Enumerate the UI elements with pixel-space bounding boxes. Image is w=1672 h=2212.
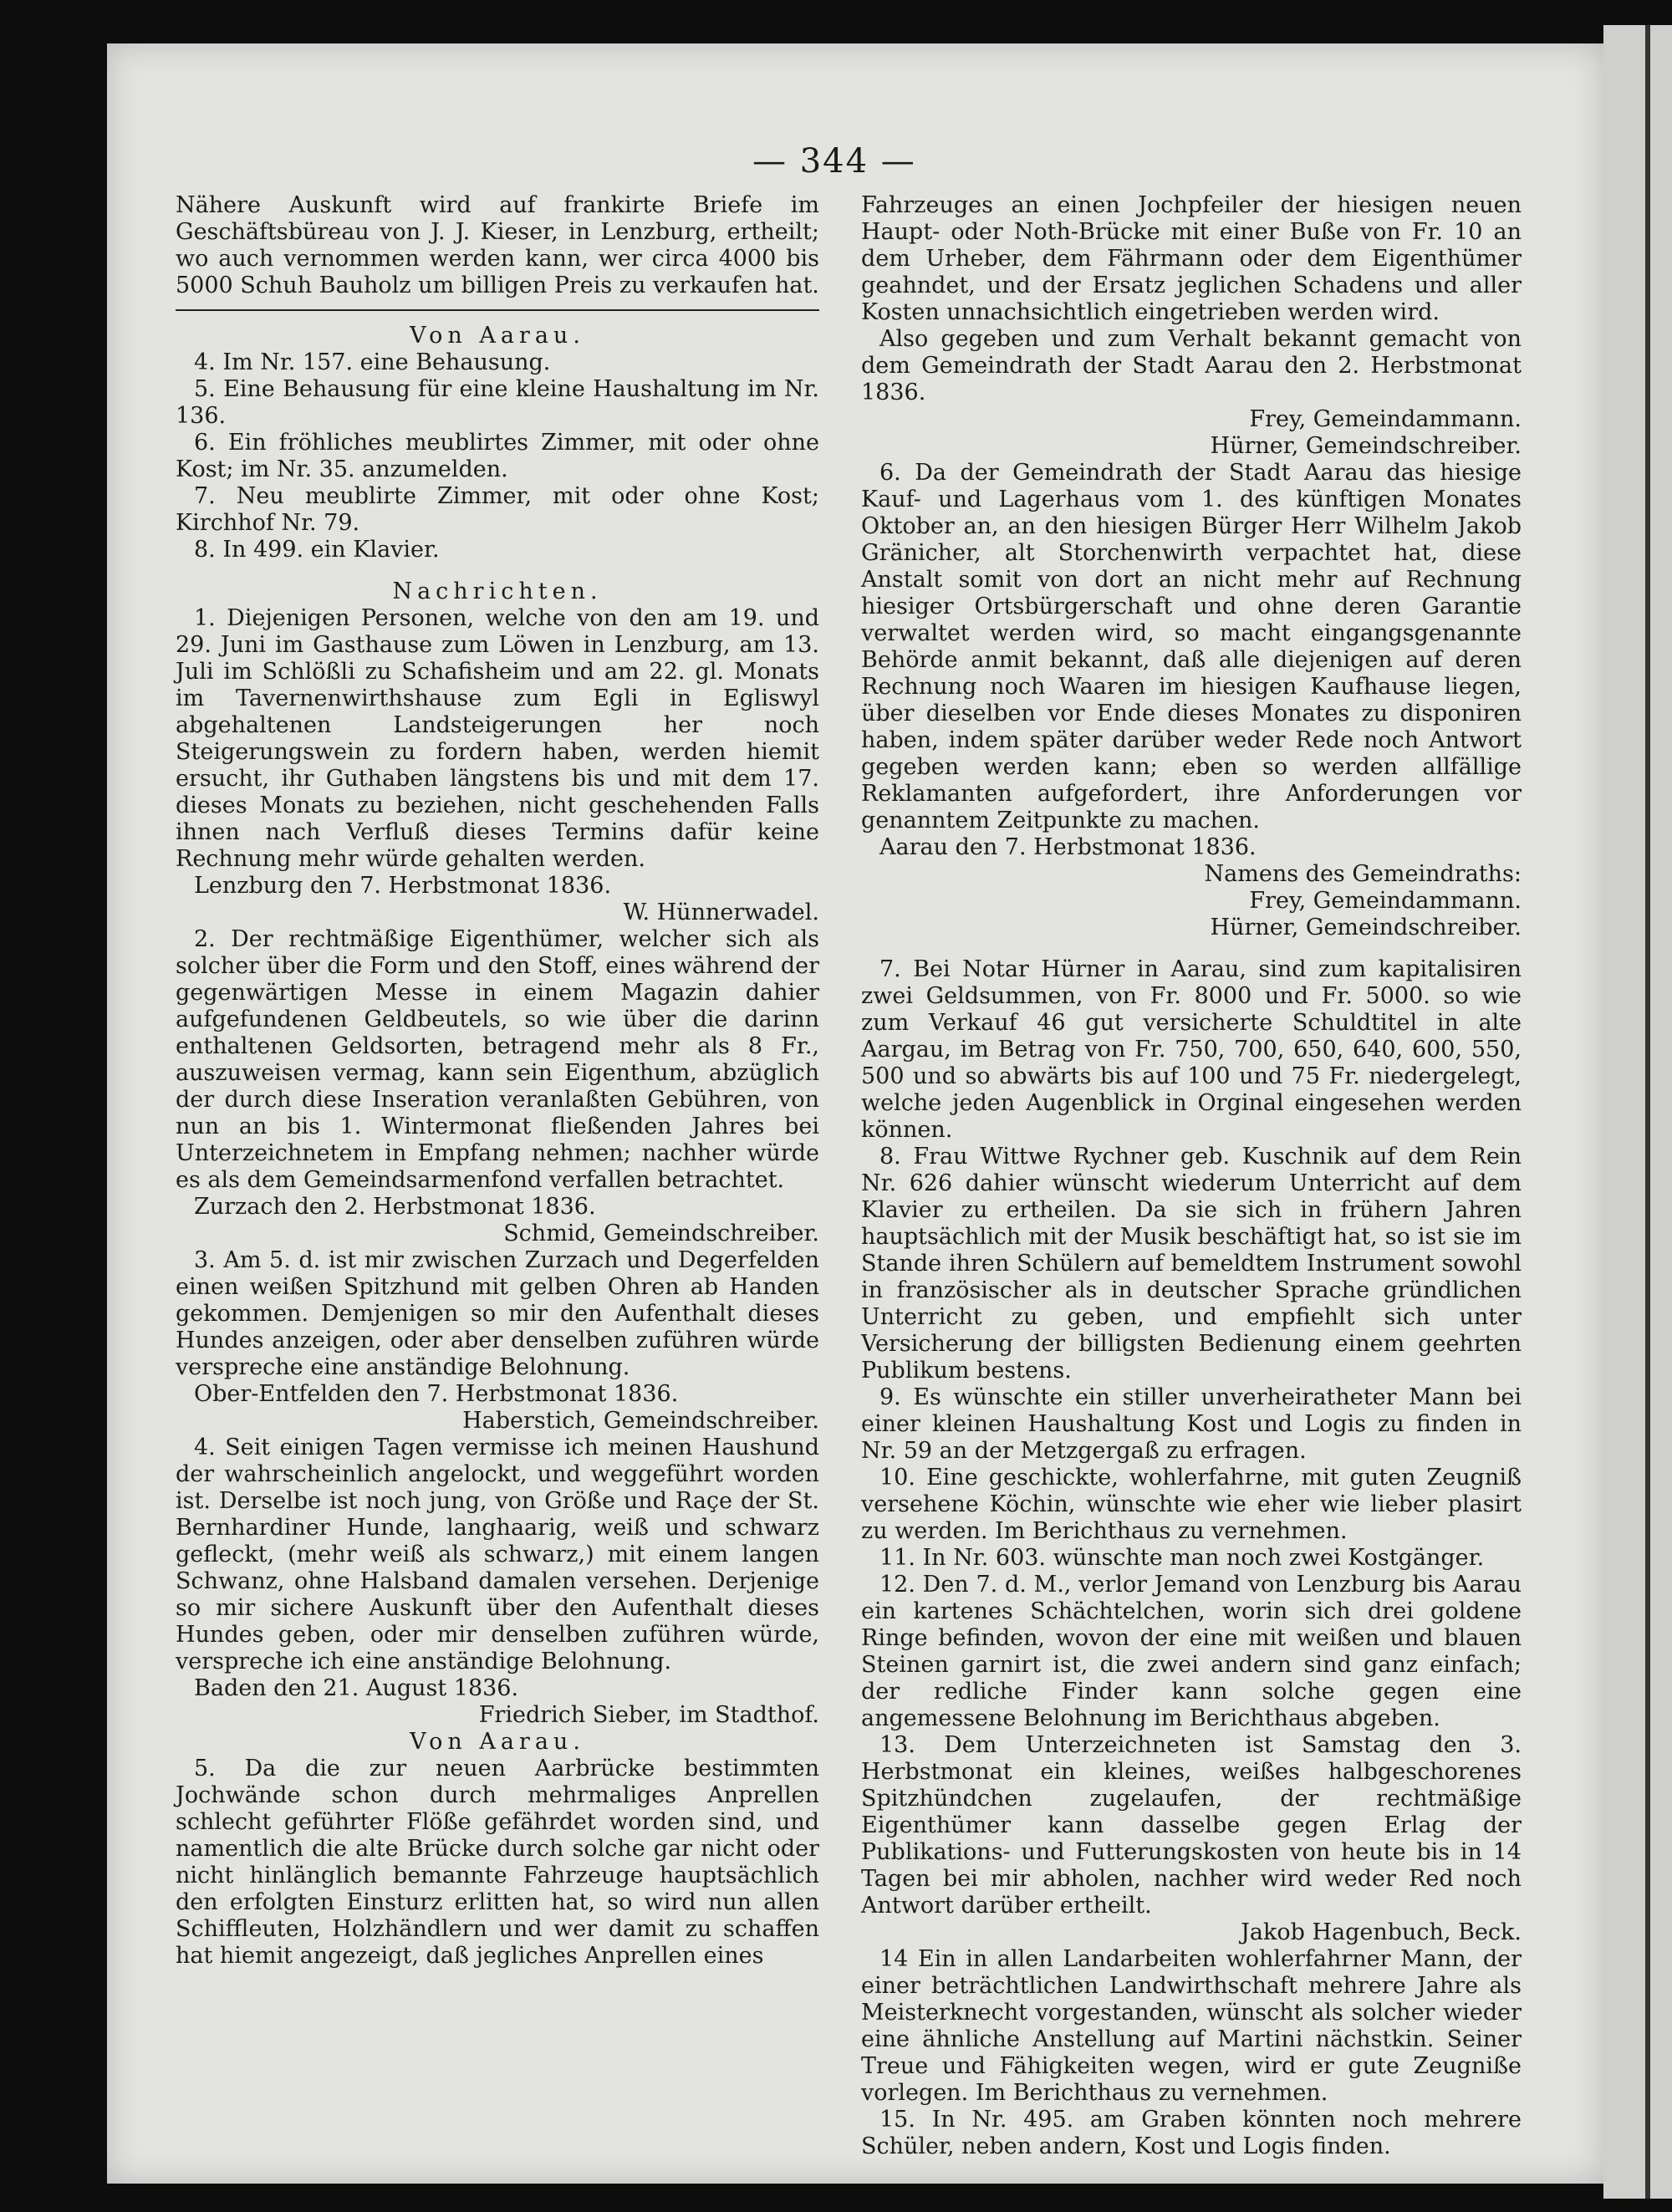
- notice-6-date: Aarau den 7. Herbstmonat 1836.: [879, 834, 1257, 860]
- notice-2-date: Zurzach den 2. Herbstmonat 1836.: [194, 1194, 596, 1220]
- notice-4-date: Baden den 21. August 1836.: [194, 1675, 519, 1701]
- notice-13-signature: Jakob Hagenbuch, Beck.: [1241, 1919, 1522, 1945]
- notice-15-text: 15. In Nr. 495. am Graben könnten noch mehrere Schüler, neben andern, Kost und Logis finden.: [861, 2107, 1522, 2159]
- list-item: 7. Neu meublirte Zimmer, mit oder ohne Kost; Kirchhof Nr. 79.: [176, 483, 819, 536]
- notice-2-signature: Schmid, Gemeindschreiber.: [503, 1221, 819, 1246]
- page-number: — 344 —: [752, 142, 916, 181]
- notice-6-text: 6. Da der Gemeindrath der Stadt Aarau das hiesige Kauf- und Lagerhaus vom 1. des künftigen Monates Oktober an, an den hiesigen Bürger Herr Wilhelm Jakob Gränicher, alt Storchenwirth verpachtet hat, diese Anstalt somit von dort an nicht mehr auf Rechnung hiesiger Ortsbürgerschaft und ohne deren Garantie verwaltet werden wird, so macht eingangsgenannte Behörde anmit bekannt, daß alle diejenigen auf deren Rechnung noch Waaren im hiesigen Kaufhause liegen, über dieselben vor Ende dieses Monates zu disponiren haben, indem später darüber weder Rede noch Antwort gegeben werden kann; eben so werden allfällige Reklamanten aufgefordert, ihre Anforderungen vor genanntem Zeitpunkte zu machen.: [861, 460, 1522, 833]
- list-item: 6. Ein fröhliches meublirtes Zimmer, mit oder ohne Kost; im Nr. 35. anzumelden.: [176, 430, 819, 482]
- notice-1-text: 1. Diejenigen Personen, welche von den am 19. und 29. Juni im Gasthause zum Löwen in Lenzburg, am 13. Juli im Schlößli zu Schafisheim und am 22. gl. Monats im Tavernenwirthshause zum Egli in Egliswyl abgehaltenen Landsteigerungen her noch Steigerungswein zu fordern haben, werden hiemit ersucht, ihr Guthaben längstens bis und mit dem 17. dieses Monats zu beziehen, nicht geschehenden Falls ihnen nach Verfluß dieses Termins dafür keine Rechnung mehr würde gehalten werden.: [176, 605, 819, 872]
- notice-8-text: 8. Frau Wittwe Rychner geb. Kuschnik auf dem Rein Nr. 626 dahier wünscht wiederum Unterricht auf dem Klavier zu ertheilen. Da sie sich in frühern Jahren hauptsächlich mit der Musik beschäftigt hat, so ist sie im Stande ihren Schülern auf bemeldtem Instrument sowohl in französischer als in deutscher Sprache gründlichen Unterricht zu geben, und empfiehlt sich unter Versicherung der billigsten Bedienung einem geehrten Publikum bestens.: [861, 1144, 1522, 1384]
- notice-3-text: 3. Am 5. d. ist mir zwischen Zurzach und Degerfelden einen weißen Spitzhund mit gelben Ohren ab Handen gekommen. Demjenigen so mir den Aufenthalt dieses Hundes anzeigen, oder aber denselben zuführen würde verspreche eine anständige Belohnung.: [176, 1247, 819, 1380]
- right-column: [861, 192, 1522, 2160]
- list-item: 8. In 499. ein Klavier.: [194, 537, 440, 563]
- notice-9-text: 9. Es wünschte ein stiller unverheiratheter Mann bei einer kleinen Haushaltung Kost und Logis zu finden in Nr. 59 an der Metzgergaß zu erfragen.: [861, 1384, 1522, 1464]
- notice-4-text: 4. Seit einigen Tagen vermisse ich meinen Haushund der wahrscheinlich angelockt, und weggeführt worden ist. Derselbe ist noch jung, von Größe und Raçe der St. Bernhardiner Hunde, langhaarig, weiß und schwarz gefleckt, (mehr weiß als schwarz,) mit einem langen Schwanz, ohne Halsband damalen versehen. Derjenige so mir sichere Auskunft über den Aufenthalt dieses Hundes geben, oder mir denselben zuführen würde, verspreche ich eine anständige Belohnung.: [176, 1435, 819, 1674]
- notice-1-date: Lenzburg den 7. Herbstmonat 1836.: [194, 873, 612, 899]
- list-item: 4. Im Nr. 157. eine Behausung.: [194, 349, 551, 375]
- notice-7-text: 7. Bei Notar Hürner in Aarau, sind zum kapitalisiren zwei Geldsummen, von Fr. 8000 und Fr. 5000. so wie zum Verkauf 46 gut versicherte Schuldtitel in alte Aargau, im Betrag von Fr. 750, 700, 650, 640, 600, 550, 500 und so abwärts bis auf 100 und 75 Fr. niedergelegt, welche jeden Augenblick in Orginal eingesehen werden können.: [861, 956, 1522, 1143]
- notice-5-text: 5. Da die zur neuen Aarbrücke bestimmten Jochwände schon durch mehrmaliges Anprellen schlecht geführter Flöße gefährdet worden sind, und namentlich die alte Brücke durch solche gar nicht oder nicht hinlänglich bemannte Fahrzeuge hauptsächlich den erfolgten Einsturz erlitten hat, so wird nun allen Schiffleuten, Holzhändlern und wer damit zu schaffen hat hiemit angezeigt, daß jegliches Anprellen eines: [176, 1756, 819, 1969]
- notice-1-signature: W. Hünnerwadel.: [623, 900, 819, 925]
- notice-4-signature: Friedrich Sieber, im Stadthof.: [478, 1702, 819, 1728]
- notice-5-signature-2: Hürner, Gemeindschreiber.: [1210, 433, 1522, 459]
- notice-13-text: 13. Dem Unterzeichneten ist Samstag den 3. Herbstmonat ein kleines, weißes halbgeschorenes Spitzhündchen zugelaufen, der rechtmäßige Eigenthümer kann dasselbe gegen Erlag der Publikations- und Futterungskosten von heute bis in 14 Tagen bei mir abholen, nachher wird weder Red noch Antwort darüber ertheilt.: [861, 1732, 1522, 1919]
- notice-2-text: 2. Der rechtmäßige Eigenthümer, welcher sich als solcher über die Form und den Stoff, eines während der gegenwärtigen Messe in einem Magazin dahier aufgefundenen Geldbeutels, so wie über die darinn enthaltenen Geldsorten, betragend mehr als 8 Fr., auszuweisen vermag, kann sein Eigenthum, abzüglich der durch diese Inseration veranlaßten Gebühren, von nun an bis 1. Wintermonat fließenden Jahres bei Unterzeichnetem in Empfang nehmen; nachher würde es als dem Gemeindsarmenfond verfallen betrachtet.: [176, 926, 819, 1193]
- section-heading-von-aarau-2: Von Aarau.: [410, 1729, 585, 1755]
- notice-5-given: Also gegeben und zum Verhalt bekannt gemacht von dem Gemeindrath der Stadt Aarau den 2. Herbstmonat 1836.: [861, 326, 1522, 405]
- notice-3-date: Ober-Entfelden den 7. Herbstmonat 1836.: [194, 1381, 679, 1407]
- section-heading-nachrichten: Nachrichten.: [392, 578, 603, 604]
- divider-rule: [176, 309, 819, 311]
- notice-14-text: 14 Ein in allen Landarbeiten wohlerfahrner Mann, der einer beträchtlichen Landwirthschaft mehrere Jahre als Meisterknecht vorgestanden, wünscht als solcher wieder eine ähnliche Anstellung auf Martini nächstkin. Seiner Treue und Fähigkeiten wegen, wird er gute Zeugniße vorlegen. Im Berichthaus zu vernehmen.: [861, 1946, 1522, 2106]
- notice-6-signature-2: Hürner, Gemeindschreiber.: [1210, 915, 1522, 940]
- notice-3-signature: Haberstich, Gemeindschreiber.: [462, 1408, 819, 1434]
- notice-12-text: 12. Den 7. d. M., verlor Jemand von Lenzburg bis Aarau ein kartenes Schächtelchen, worin sich drei goldene Ringe befinden, wovon der eine mit weißen und blauen Steinen garnirt ist, die zwei andern sind ganz einfach; der redliche Finder kann solche gegen eine angemessene Belohnung im Berichthaus abgeben.: [861, 1572, 1522, 1731]
- list-item: 5. Eine Behausung für eine kleine Haushaltung im Nr. 136.: [176, 376, 819, 429]
- notice-6-signature-1: Frey, Gemeindammann.: [1249, 888, 1522, 914]
- intro-paragraph: Nähere Auskunft wird auf frankirte Briefe im Geschäftsbüreau von J. J. Kieser, in Lenzburg, ertheilt; wo auch vernommen werden kann, wer circa 4000 bis 5000 Schuh Bauholz um billigen Preis zu verkaufen hat.: [176, 192, 819, 298]
- section-heading-von-aarau: Von Aarau.: [410, 323, 585, 349]
- book-spine: [1603, 25, 1672, 2199]
- spine-edge: [1645, 25, 1650, 2199]
- notice-5-continued: Fahrzeuges an einen Jochpfeiler der hiesigen neuen Haupt- oder Noth-Brücke mit einer Buße von Fr. 10 an dem Urheber, dem Fährmann oder dem Eigenthümer geahndet, und der Ersatz jeglichen Schadens und aller Kosten unnachsichtlich eingetrieben werden wird.: [861, 192, 1522, 325]
- left-column: [176, 192, 819, 1970]
- notice-5-signature-1: Frey, Gemeindammann.: [1249, 406, 1522, 432]
- notice-6-signature-0: Namens des Gemeindraths:: [1204, 861, 1522, 887]
- notice-11-text: 11. In Nr. 603. wünschte man noch zwei Kostgänger.: [879, 1545, 1485, 1571]
- notice-10-text: 10. Eine geschickte, wohlerfahrne, mit guten Zeugniß versehene Köchin, wünschte wie eher wie lieber plasirt zu werden. Im Berichthaus zu vernehmen.: [861, 1465, 1522, 1544]
